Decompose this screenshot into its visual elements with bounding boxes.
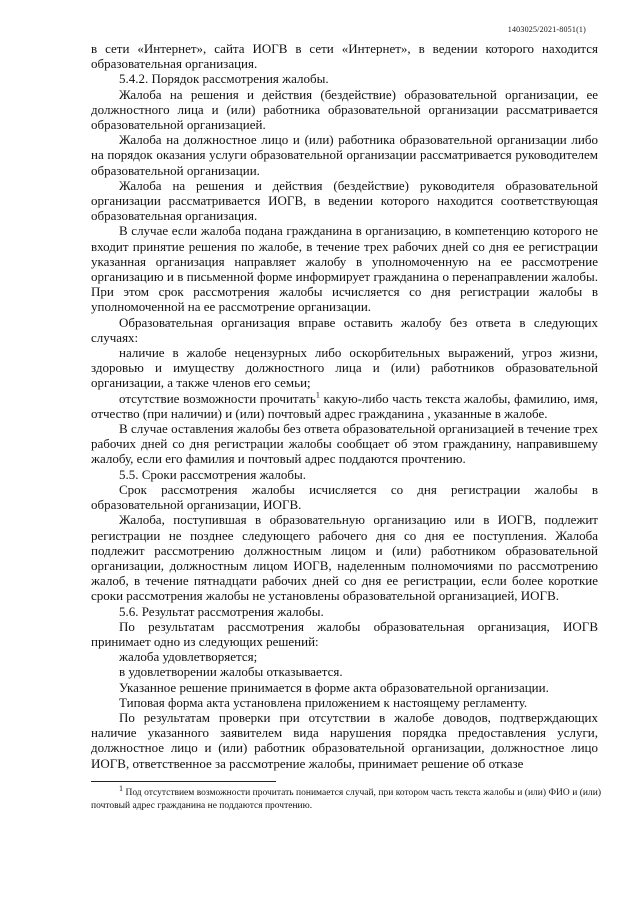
list-item: в удовлетворении жалобы отказывается. (119, 664, 343, 680)
footnote-text: Под отсутствием возможности прочитать понимается случай, при котором часть текста жалобы и (или) ФИО и (или) почтовый адрес гражданина не поддаются прочтению. (91, 788, 601, 811)
footnote-mark: 1 (119, 783, 123, 793)
paragraph: Указанное решение принимается в форме акта образовательной организации. (119, 679, 549, 695)
paragraph: Жалоба, поступившая в образовательную организацию или в ИОГВ, подлежит регистрации не позднее следующего рабочего дня со дня ее поступления. Жалоба подлежит рассмотрению должностным лицом и (или) работником образовательной организации, должностным лицом ИОГВ, наделенным полномочиями по рассмотрению жалоб, в течение пятнадцати рабочих дней со дня ее регистрации, если более короткие сроки рассмотрения жалобы не установлены образовательной организацией, ИОГВ. (91, 512, 598, 604)
list-item: наличие в жалобе нецензурных либо оскорбительных выражений, угроз жизни, здоровью и имуществу должностного лица и (или) работников образовательной организации, а также членов его семьи; (91, 345, 598, 391)
section-heading: 5.4.2. Порядок рассмотрения жалобы. (119, 71, 329, 87)
document-id: 1403025/2021-8051(1) (507, 25, 586, 34)
paragraph: Жалоба на решения и действия (бездействие) образовательной организации, ее должностного лица и (или) работника образовательной организации рассматривается образовательной организацией. (91, 86, 598, 133)
paragraph: Жалоба на должностное лицо и (или) работника образовательной организации либо на порядок оказания услуги образовательной организации рассматривается руководителем образовательной организации. (91, 132, 598, 178)
paragraph: в сети «Интернет», сайта ИОГВ в сети «Интернет», в ведении которого находится образовательная организация. (91, 41, 598, 72)
text-span: какую-либо часть текста жалобы, фамилию, имя, отчество (при наличии) и (или) почтовый адрес гражданина , указанные в жалобе. (91, 390, 599, 421)
paragraph: В случае если жалоба подана гражданина в организацию, в компетенцию которого не входит принятие решения по жалобе, в течение трех рабочих дней со дня ее регистрации указанная организация направляет жалобу в уполномоченную на ее рассмотрение организацию и в письменной форме информирует гражданина о перенаправлении жалобы. При этом срок рассмотрения жалобы исчисляется со дня регистрации жалобы в уполномоченной на ее рассмотрение организации. (91, 223, 598, 315)
paragraph: По результатам проверки при отсутствии в жалобе доводов, подтверждающих наличие указанного заявителем вида нарушения порядка предоставления услуги, должностное лицо и (или) работник образовательной организации, должностное лицо ИОГВ, ответственное за рассмотрение жалобы, принимает решение об отказе (91, 709, 598, 771)
footnote-divider (91, 781, 276, 782)
text-span: отсутствие возможности прочитать (119, 390, 316, 406)
footnote (91, 783, 601, 813)
list-item (91, 391, 598, 421)
footnote-reference: 1 (315, 390, 320, 400)
paragraph: Типовая форма акта установлена приложением к настоящему регламенту. (119, 694, 528, 710)
list-item: жалоба удовлетворяется; (119, 649, 258, 665)
section-heading: 5.6. Результат рассмотрения жалобы. (119, 603, 324, 619)
paragraph: Жалоба на решения и действия (бездействие) руководителя образовательной организации рассматривается ИОГВ, в ведении которого находится соответствующая образовательная организация. (91, 177, 598, 224)
document-body (91, 41, 598, 771)
paragraph: В случае оставления жалобы без ответа образовательной организацией в течение трех рабочих дней со дня регистрации жалобы сообщает об этом гражданину, направившему жалобу, если его фамилия и почтовый адрес поддаются прочтению. (91, 421, 598, 467)
section-heading: 5.5. Сроки рассмотрения жалобы. (119, 466, 307, 482)
paragraph: Срок рассмотрения жалобы исчисляется со дня регистрации жалобы в образовательной организации, ИОГВ. (91, 481, 598, 513)
paragraph: Образовательная организация вправе оставить жалобу без ответа в следующих случаях: (91, 314, 598, 345)
paragraph: По результатам рассмотрения жалобы образовательная организация, ИОГВ принимает одно из следующих решений: (91, 618, 598, 649)
